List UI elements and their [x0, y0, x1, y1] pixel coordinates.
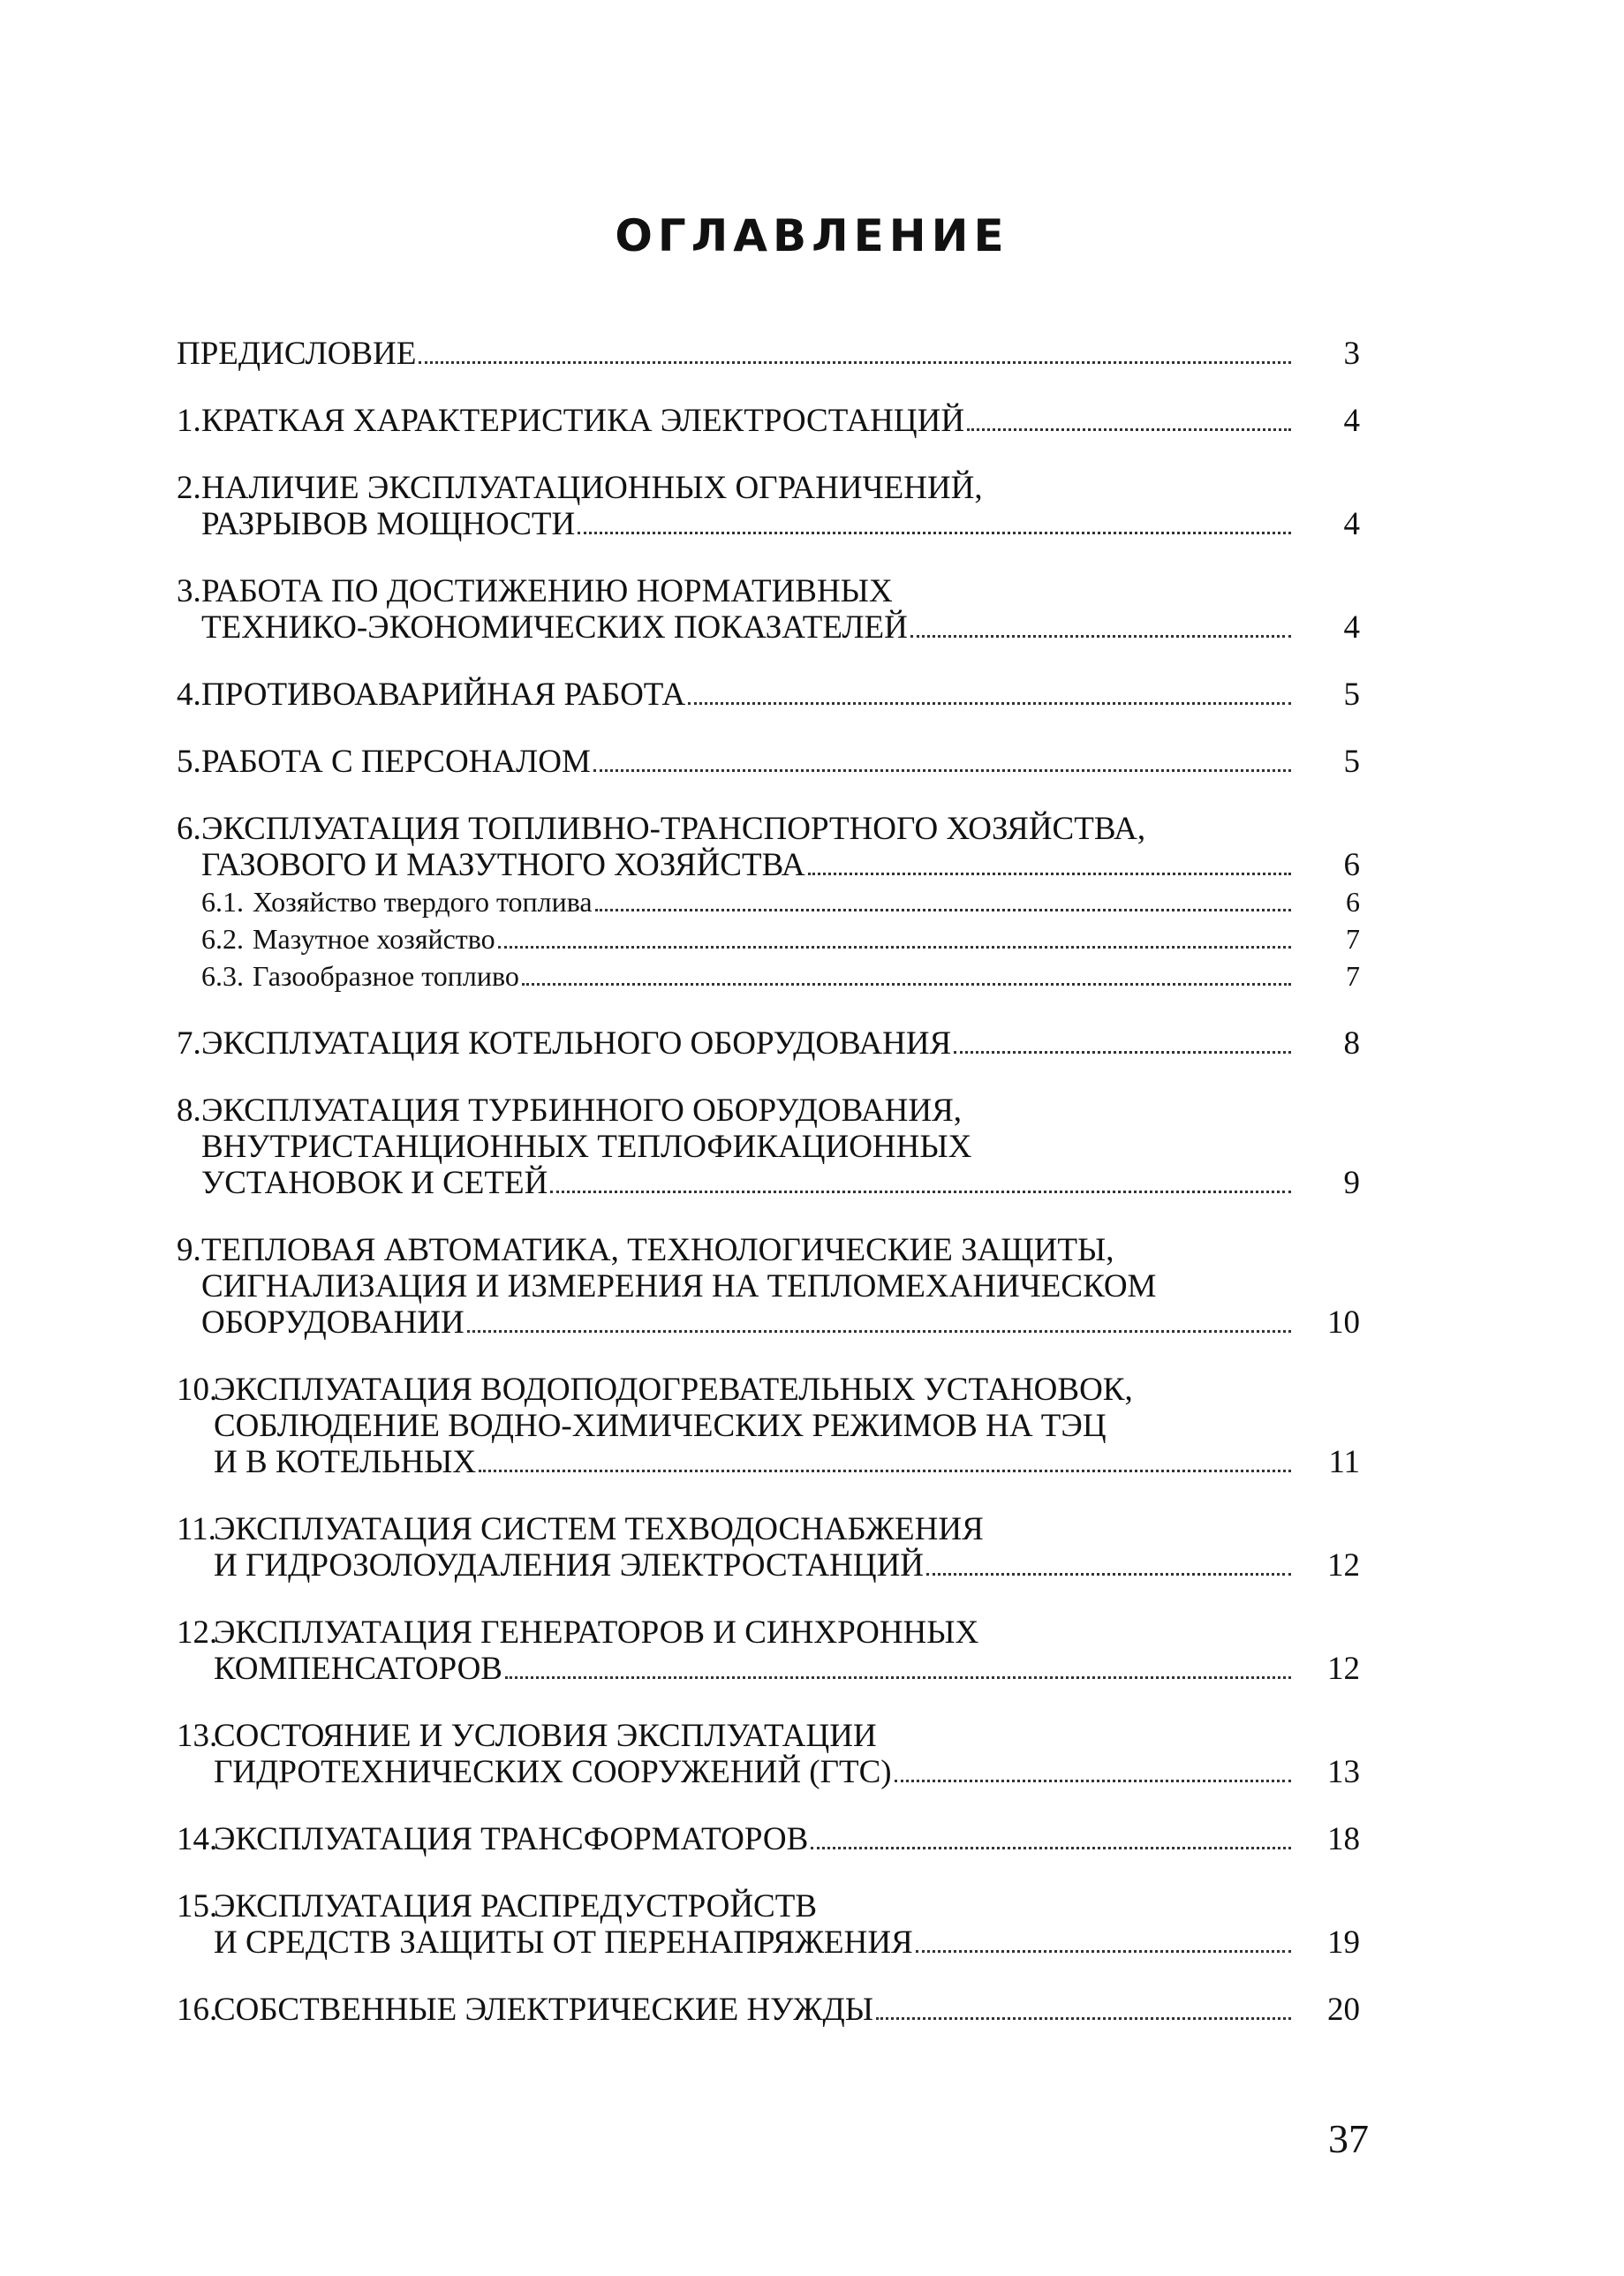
- toc-page-number: 20: [1327, 1992, 1360, 2028]
- table-of-contents: [177, 336, 1360, 2059]
- toc-entry-line: [177, 1821, 1360, 1857]
- toc-entry-title: ТЕПЛОВАЯ АВТОМАТИКА, ТЕХНОЛОГИЧЕСКИЕ ЗАЩИТЫ,: [201, 1232, 1114, 1268]
- toc-entry-line: [177, 1165, 1360, 1201]
- toc-entry-number: 5.: [177, 744, 201, 780]
- dot-leader: [954, 1051, 1291, 1054]
- toc-entry-title: И ГИДРОЗОЛОУДАЛЕНИЯ ЭЛЕКТРОСТАНЦИЙ: [214, 1547, 925, 1584]
- toc-entry-line: [177, 1651, 1360, 1687]
- page-title: ОГЛАВЛЕНИЕ: [615, 210, 1009, 261]
- toc-entry-title: ПРЕДИСЛОВИЕ: [177, 336, 417, 372]
- toc-entry-line: [177, 1093, 1360, 1129]
- toc-page-number: 13: [1327, 1754, 1360, 1790]
- toc-entry: [177, 573, 1360, 646]
- page-number: 37: [1328, 2116, 1369, 2161]
- toc-entry: [177, 1614, 1360, 1687]
- toc-entry-number: 11.: [177, 1511, 216, 1547]
- toc-entry-number: 7.: [177, 1025, 201, 1062]
- toc-entry-line: [177, 1268, 1360, 1304]
- dot-leader: [876, 2017, 1291, 2020]
- toc-page-number: 8: [1343, 1025, 1360, 1062]
- toc-entry-line: [177, 811, 1360, 847]
- toc-entry-title: ЭКСПЛУАТАЦИЯ ВОДОПОДОГРЕВАТЕЛЬНЫХ УСТАНОВОК,: [214, 1372, 1133, 1408]
- toc-entry: [177, 336, 1360, 372]
- dot-leader: [688, 702, 1291, 705]
- toc-entry-title: ГАЗОВОГО И МАЗУТНОГО ХОЗЯЙСТВА: [201, 847, 805, 883]
- toc-entry-title: ЭКСПЛУАТАЦИЯ СИСТЕМ ТЕХВОДОСНАБЖЕНИЯ: [214, 1511, 984, 1547]
- toc-page-number: 7: [1346, 923, 1360, 955]
- toc-entry-line: [177, 573, 1360, 609]
- toc-subentry: [177, 957, 1360, 994]
- dot-leader: [419, 361, 1291, 364]
- toc-page-number: 3: [1343, 336, 1360, 372]
- toc-entry-number: 9.: [177, 1232, 201, 1268]
- toc-subentry-title: Хозяйство твердого топлива: [253, 886, 593, 918]
- dot-leader: [595, 909, 1291, 911]
- dot-leader: [467, 1330, 1291, 1333]
- toc-entry: [177, 1821, 1360, 1857]
- toc-page-number: 10: [1327, 1304, 1360, 1341]
- toc-entry-line: [177, 1888, 1360, 1924]
- toc-entry-title: НАЛИЧИЕ ЭКСПЛУАТАЦИОННЫХ ОГРАНИЧЕНИЙ,: [201, 470, 983, 506]
- toc-entry-title: ПРОТИВОАВАРИЙНАЯ РАБОТА: [201, 677, 686, 713]
- toc-entry: [177, 403, 1360, 439]
- toc-entry: [177, 1232, 1360, 1341]
- toc-entry-line: [177, 403, 1360, 439]
- toc-entry-line: [177, 677, 1360, 713]
- toc-entry-title: РАЗРЫВОВ МОЩНОСТИ: [201, 506, 576, 542]
- toc-entry-number: 3.: [177, 573, 201, 609]
- toc-page-number: 11: [1328, 1444, 1360, 1480]
- toc-entry-line: [177, 1129, 1360, 1165]
- toc-entry: [177, 1888, 1360, 1961]
- toc-page-number: 6: [1346, 886, 1360, 918]
- toc-subentry-number: 6.3.: [201, 960, 244, 992]
- toc-entry-number: 1.: [177, 403, 201, 439]
- toc-entry: [177, 744, 1360, 780]
- toc-entry-line: [177, 1924, 1360, 1961]
- toc-entry-line: [177, 1372, 1360, 1408]
- dot-leader: [550, 1191, 1291, 1193]
- toc-entry-line: [177, 1025, 1360, 1062]
- toc-subentry: [177, 883, 1360, 920]
- toc-entry-title: РАБОТА С ПЕРСОНАЛОМ: [201, 744, 591, 780]
- toc-page-number: 4: [1343, 609, 1360, 646]
- toc-entry-number: 13.: [177, 1718, 218, 1754]
- dot-leader: [910, 635, 1291, 638]
- dot-leader: [808, 873, 1291, 875]
- toc-entry-line: [177, 1511, 1360, 1547]
- toc-subentry: [177, 920, 1360, 957]
- toc-entry-title: ЭКСПЛУАТАЦИЯ ТУРБИННОГО ОБОРУДОВАНИЯ,: [201, 1093, 963, 1129]
- toc-page-number: 9: [1343, 1165, 1360, 1201]
- toc-entry-title: ТЕХНИКО-ЭКОНОМИЧЕСКИХ ПОКАЗАТЕЛЕЙ: [201, 609, 908, 646]
- dot-leader: [498, 946, 1291, 949]
- toc-entry-title: И СРЕДСТВ ЗАЩИТЫ ОТ ПЕРЕНАПРЯЖЕНИЯ: [214, 1924, 913, 1961]
- toc-entry-title: СОСТОЯНИЕ И УСЛОВИЯ ЭКСПЛУАТАЦИИ: [214, 1718, 877, 1754]
- dot-leader: [479, 1470, 1291, 1472]
- toc-subentry-number: 6.2.: [201, 923, 244, 955]
- toc-entry: [177, 1511, 1360, 1584]
- toc-entry: [177, 1992, 1360, 2028]
- toc-entry: [177, 1718, 1360, 1790]
- toc-entry-number: 6.: [177, 811, 201, 847]
- dot-leader: [578, 532, 1291, 534]
- toc-subentry-title: Газообразное топливо: [253, 960, 519, 992]
- toc-entry: [177, 1372, 1360, 1480]
- toc-page-number: 6: [1343, 847, 1360, 883]
- toc-entry-title: ГИДРОТЕХНИЧЕСКИХ СООРУЖЕНИЙ (ГТС): [214, 1754, 892, 1790]
- toc-subentry-title: Мазутное хозяйство: [253, 923, 495, 955]
- toc-entry-line: [177, 1718, 1360, 1754]
- toc-entry: [177, 1025, 1360, 1062]
- toc-entry-number: 4.: [177, 677, 201, 713]
- toc-entry-line: [177, 1547, 1360, 1584]
- toc-entry-number: 15.: [177, 1888, 218, 1924]
- toc-entry: [177, 811, 1360, 994]
- toc-entry-line: [177, 609, 1360, 646]
- toc-entry: [177, 1093, 1360, 1201]
- toc-entry-line: [177, 1408, 1360, 1444]
- toc-page-number: 4: [1343, 506, 1360, 542]
- dot-leader: [895, 1780, 1291, 1782]
- dot-leader: [505, 1676, 1291, 1679]
- toc-entry-title: ВНУТРИСТАНЦИОННЫХ ТЕПЛОФИКАЦИОННЫХ: [201, 1129, 972, 1165]
- toc-entry-title: ОБОРУДОВАНИИ: [201, 1304, 465, 1341]
- toc-entry-title: СОБСТВЕННЫЕ ЭЛЕКТРИЧЕСКИЕ НУЖДЫ: [214, 1992, 874, 2028]
- toc-entry-title: ЭКСПЛУАТАЦИЯ РАСПРЕДУСТРОЙСТВ: [214, 1888, 818, 1924]
- toc-entry-title: КОМПЕНСАТОРОВ: [214, 1651, 502, 1687]
- dot-leader: [916, 1950, 1291, 1953]
- toc-entry-number: 10.: [177, 1372, 218, 1408]
- toc-entry-line: [177, 1444, 1360, 1480]
- toc-entry-line: [177, 1232, 1360, 1268]
- toc-entry-number: 16.: [177, 1992, 218, 2028]
- toc-entry-line: [177, 1754, 1360, 1790]
- toc-entry-line: [177, 506, 1360, 542]
- toc-page-number: 5: [1343, 744, 1360, 780]
- toc-entry-line: [177, 336, 1360, 372]
- toc-entry-number: 2.: [177, 470, 201, 506]
- toc-entry-line: [177, 470, 1360, 506]
- toc-subentry-number: 6.1.: [201, 886, 244, 918]
- toc-entry: [177, 677, 1360, 713]
- toc-page-number: 5: [1343, 677, 1360, 713]
- toc-entry-line: [177, 1304, 1360, 1341]
- toc-entry-line: [177, 744, 1360, 780]
- toc-entry-title: ЭКСПЛУАТАЦИЯ КОТЕЛЬНОГО ОБОРУДОВАНИЯ: [201, 1025, 952, 1062]
- toc-page-number: 4: [1343, 403, 1360, 439]
- toc-page-number: 12: [1327, 1547, 1360, 1584]
- toc-entry-title: ЭКСПЛУАТАЦИЯ ТРАНСФОРМАТОРОВ: [214, 1821, 809, 1857]
- toc-entry-title: И В КОТЕЛЬНЫХ: [214, 1444, 477, 1480]
- dot-leader: [967, 428, 1291, 431]
- toc-entry-number: 12.: [177, 1614, 218, 1651]
- toc-entry-title: СИГНАЛИЗАЦИЯ И ИЗМЕРЕНИЯ НА ТЕПЛОМЕХАНИЧЕСКОМ: [201, 1268, 1157, 1304]
- toc-entry-title: СОБЛЮДЕНИЕ ВОДНО-ХИМИЧЕСКИХ РЕЖИМОВ НА ТЭЦ: [214, 1408, 1107, 1444]
- toc-entry-number: 8.: [177, 1093, 201, 1129]
- toc-page-number: 12: [1327, 1651, 1360, 1687]
- toc-page-number: 7: [1346, 960, 1360, 992]
- toc-entry-title: ЭКСПЛУАТАЦИЯ ГЕНЕРАТОРОВ И СИНХРОННЫХ: [214, 1614, 979, 1651]
- toc-entry-number: 14.: [177, 1821, 218, 1857]
- dot-leader: [522, 983, 1291, 986]
- toc-entry-title: УСТАНОВОК И СЕТЕЙ: [201, 1165, 548, 1201]
- toc-entry-line: [177, 1614, 1360, 1651]
- toc-entry-line: [177, 1992, 1360, 2028]
- dot-leader: [811, 1847, 1291, 1849]
- toc-entry-line: [177, 847, 1360, 883]
- dot-leader: [593, 769, 1291, 772]
- toc-entry-title: РАБОТА ПО ДОСТИЖЕНИЮ НОРМАТИВНЫХ: [201, 573, 893, 609]
- toc-page-number: 19: [1327, 1924, 1360, 1961]
- toc-entry-title: ЭКСПЛУАТАЦИЯ ТОПЛИВНО-ТРАНСПОРТНОГО ХОЗЯЙСТВА,: [201, 811, 1146, 847]
- toc-page-number: 18: [1327, 1821, 1360, 1857]
- toc-entry: [177, 470, 1360, 542]
- dot-leader: [926, 1573, 1291, 1576]
- toc-entry-title: КРАТКАЯ ХАРАКТЕРИСТИКА ЭЛЕКТРОСТАНЦИЙ: [201, 403, 965, 439]
